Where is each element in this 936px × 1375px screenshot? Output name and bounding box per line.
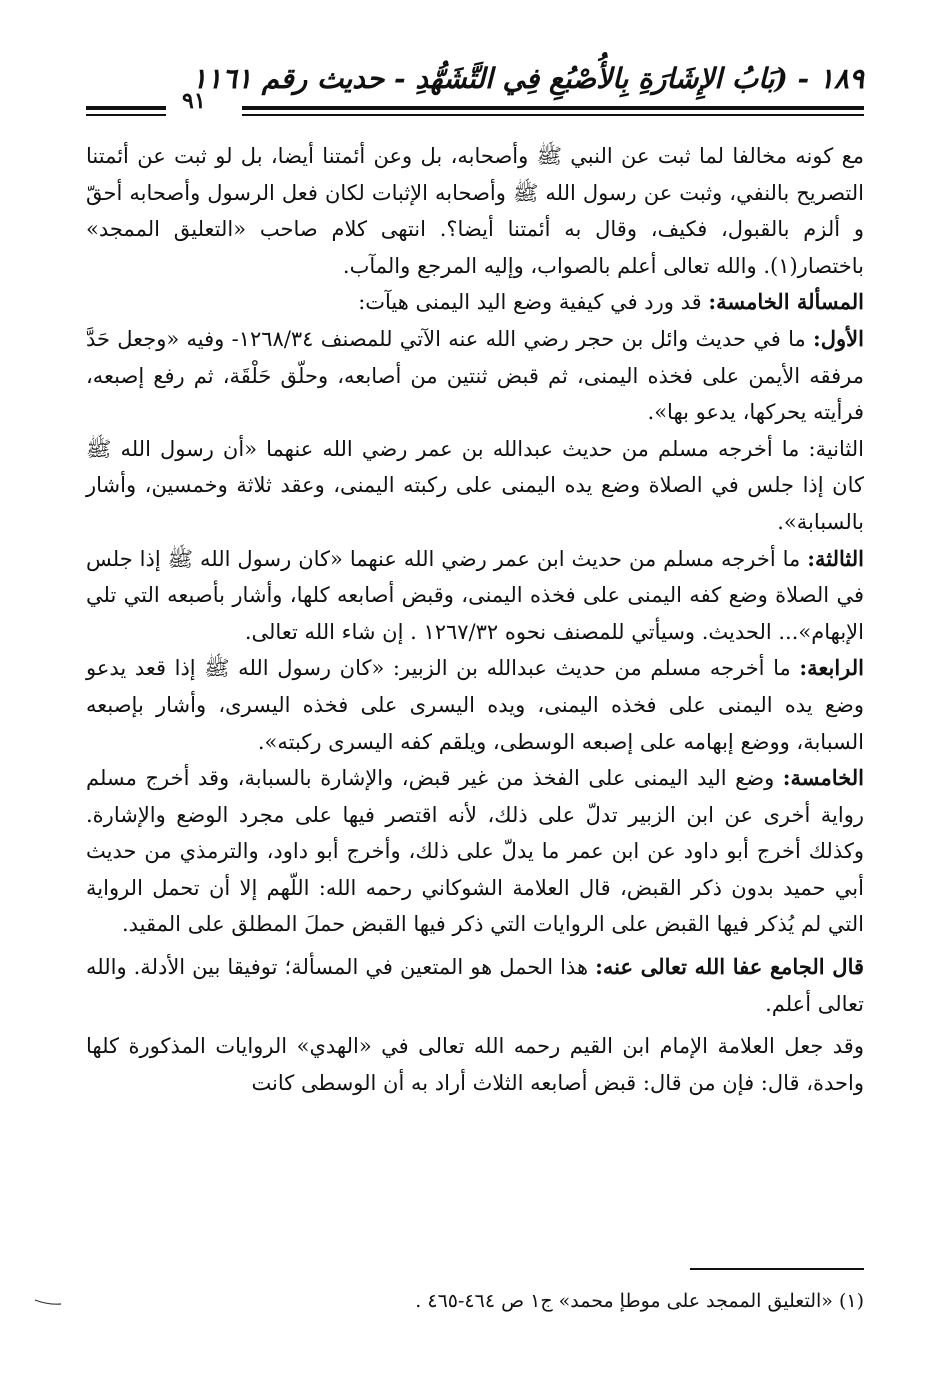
body-text — [86, 138, 864, 1101]
footnote: (١) «التعليق الممجد على موطإ محمد» ج١ ص ٤٦٤-٤٦٥ . — [415, 1290, 864, 1312]
paragraph-2 — [86, 284, 864, 321]
paragraph-1-text: مع كونه مخالفا لما ثبت عن النبي ﷺ وأصحابه، بل وعن أئمتنا أيضا، بل لو ثبت عن أئمتنا التصريح بالنفي، وثبت عن رسول الله ﷺ وأصحابه الإثبات لكان فعل الرسول وأصحابه أحقّ و ألزم بالقبول، فكيف، وقال به أئمتنا أيضا؟. انتهى كلام صاحب «التعليق الممجد» باختصار(١). والله تعالى أعلم بالصواب، وإليه المرجع والمآب. — [86, 144, 864, 278]
paragraph-7 — [86, 760, 864, 943]
header-rule-thick — [242, 106, 864, 110]
paragraph-6-label: الرابعة: — [799, 655, 864, 681]
paragraph-3 — [86, 321, 864, 431]
header-title: ١٨٩ - (بَابُ الإِشَارَةِ بِالأُصْبُعِ فِي التَّشَهُّدِ - حديث رقم ١١٦١ — [191, 62, 864, 95]
paragraph-5-label: الثالثة: — [807, 545, 864, 571]
paragraph-8-label: قال الجامع عفا الله تعالى عنه: — [595, 954, 865, 980]
paragraph-3-text: ما في حديث وائل بن حجر رضي الله عنه الآتي للمصنف ١٢٦٨/٣٤- وفيه «وجعل حَدَّ مرفقه الأيمن على فخذه اليمنى، ثم قبض ثنتين من أصابعه، وحلّق حَلْقَة، ثم رفع إصبعه، فرأيته يحركها، يدعو بها». — [86, 326, 864, 425]
paragraph-4 — [86, 431, 864, 541]
page-header — [86, 60, 864, 120]
paragraph-3-label: الأول: — [813, 325, 864, 351]
paragraph-9 — [86, 1028, 864, 1101]
page-number: ٩١ — [182, 88, 206, 114]
paragraph-6 — [86, 650, 864, 760]
paragraph-8-text: هذا الحمل هو المتعين في المسألة؛ توفيقا بين الأدلة. والله تعالى أعلم. — [86, 955, 864, 1016]
paragraph-2-label: المسألة الخامسة: — [708, 289, 864, 315]
paragraph-1 — [86, 138, 864, 284]
paragraph-5-text: ما أخرجه مسلم من حديث ابن عمر رضي الله عنهما «كان رسول الله ﷺ إذا جلس في الصلاة وضع كفه اليمنى على فخذه اليمنى، وقبض أصابعه كلها، وأشار بأصبعه التي تلي الإبهام»... الحديث. وسيأتي للمصنف نحوه ١٢٦٧/٣٢ . إن شاء الله تعالى. — [86, 546, 864, 644]
page-number-rule-thin — [86, 114, 166, 116]
paragraph-7-label: الخامسة: — [782, 765, 864, 791]
paragraph-5 — [86, 541, 864, 651]
page-number-rule-thick — [86, 106, 166, 110]
header-rule-thin — [242, 114, 864, 116]
paragraph-8 — [86, 949, 864, 1022]
paragraph-4-text: الثانية: ما أخرجه مسلم من حديث عبدالله بن عمر رضي الله عنهما «أن رسول الله ﷺ كان إذا جلس في الصلاة وضع يده اليمنى على ركبته اليمنى، وعقد ثلاثة وخمسين، وأشار بالسبابة». — [86, 436, 864, 534]
paragraph-2-text: قد ورد في كيفية وضع اليد اليمنى هيآت: — [358, 290, 702, 315]
footnote-rule — [690, 1268, 864, 1270]
paragraph-9-text: وقد جعل العلامة الإمام ابن القيم رحمه الله تعالى في «الهدي» الروايات المذكورة كلها واحدة، قال: فإن من قال: قبض أصابعه الثلاث أراد به أن الوسطى كانت — [86, 1034, 864, 1095]
paragraph-6-text: ما أخرجه مسلم من حديث عبدالله بن الزبير: «كان رسول الله ﷺ إذا قعد يدعو وضع يده اليمنى على فخذه اليمنى، ويده اليسرى على فخذه اليسرى، وأشار بإصبعه السبابة، ووضع إبهامه على إصبعه الوسطى، ويلقم كفه اليسرى ركبته». — [86, 656, 864, 754]
margin-stroke-mark — [34, 1298, 62, 1306]
paragraph-7-text: وضع اليد اليمنى على الفخذ من غير قبض، والإشارة بالسبابة، وقد أخرج مسلم رواية أخرى عن ابن الزبير تدلّ على ذلك، لأنه اقتصر فيها على مجرد الوضع والإشارة. وكذلك أخرج أبو داود عن ابن عمر ما يدلّ على ذلك، وأخرج أبو داود، والترمذي من حديث أبي حميد بدون ذكر القبض، قال العلامة الشوكاني رحمه الله: اللّهم إلا أن تحمل الرواية التي لم يُذكر فيها القبض على الروايات التي ذكر فيها القبض حملَ المطلق على المقيد. — [86, 766, 864, 937]
